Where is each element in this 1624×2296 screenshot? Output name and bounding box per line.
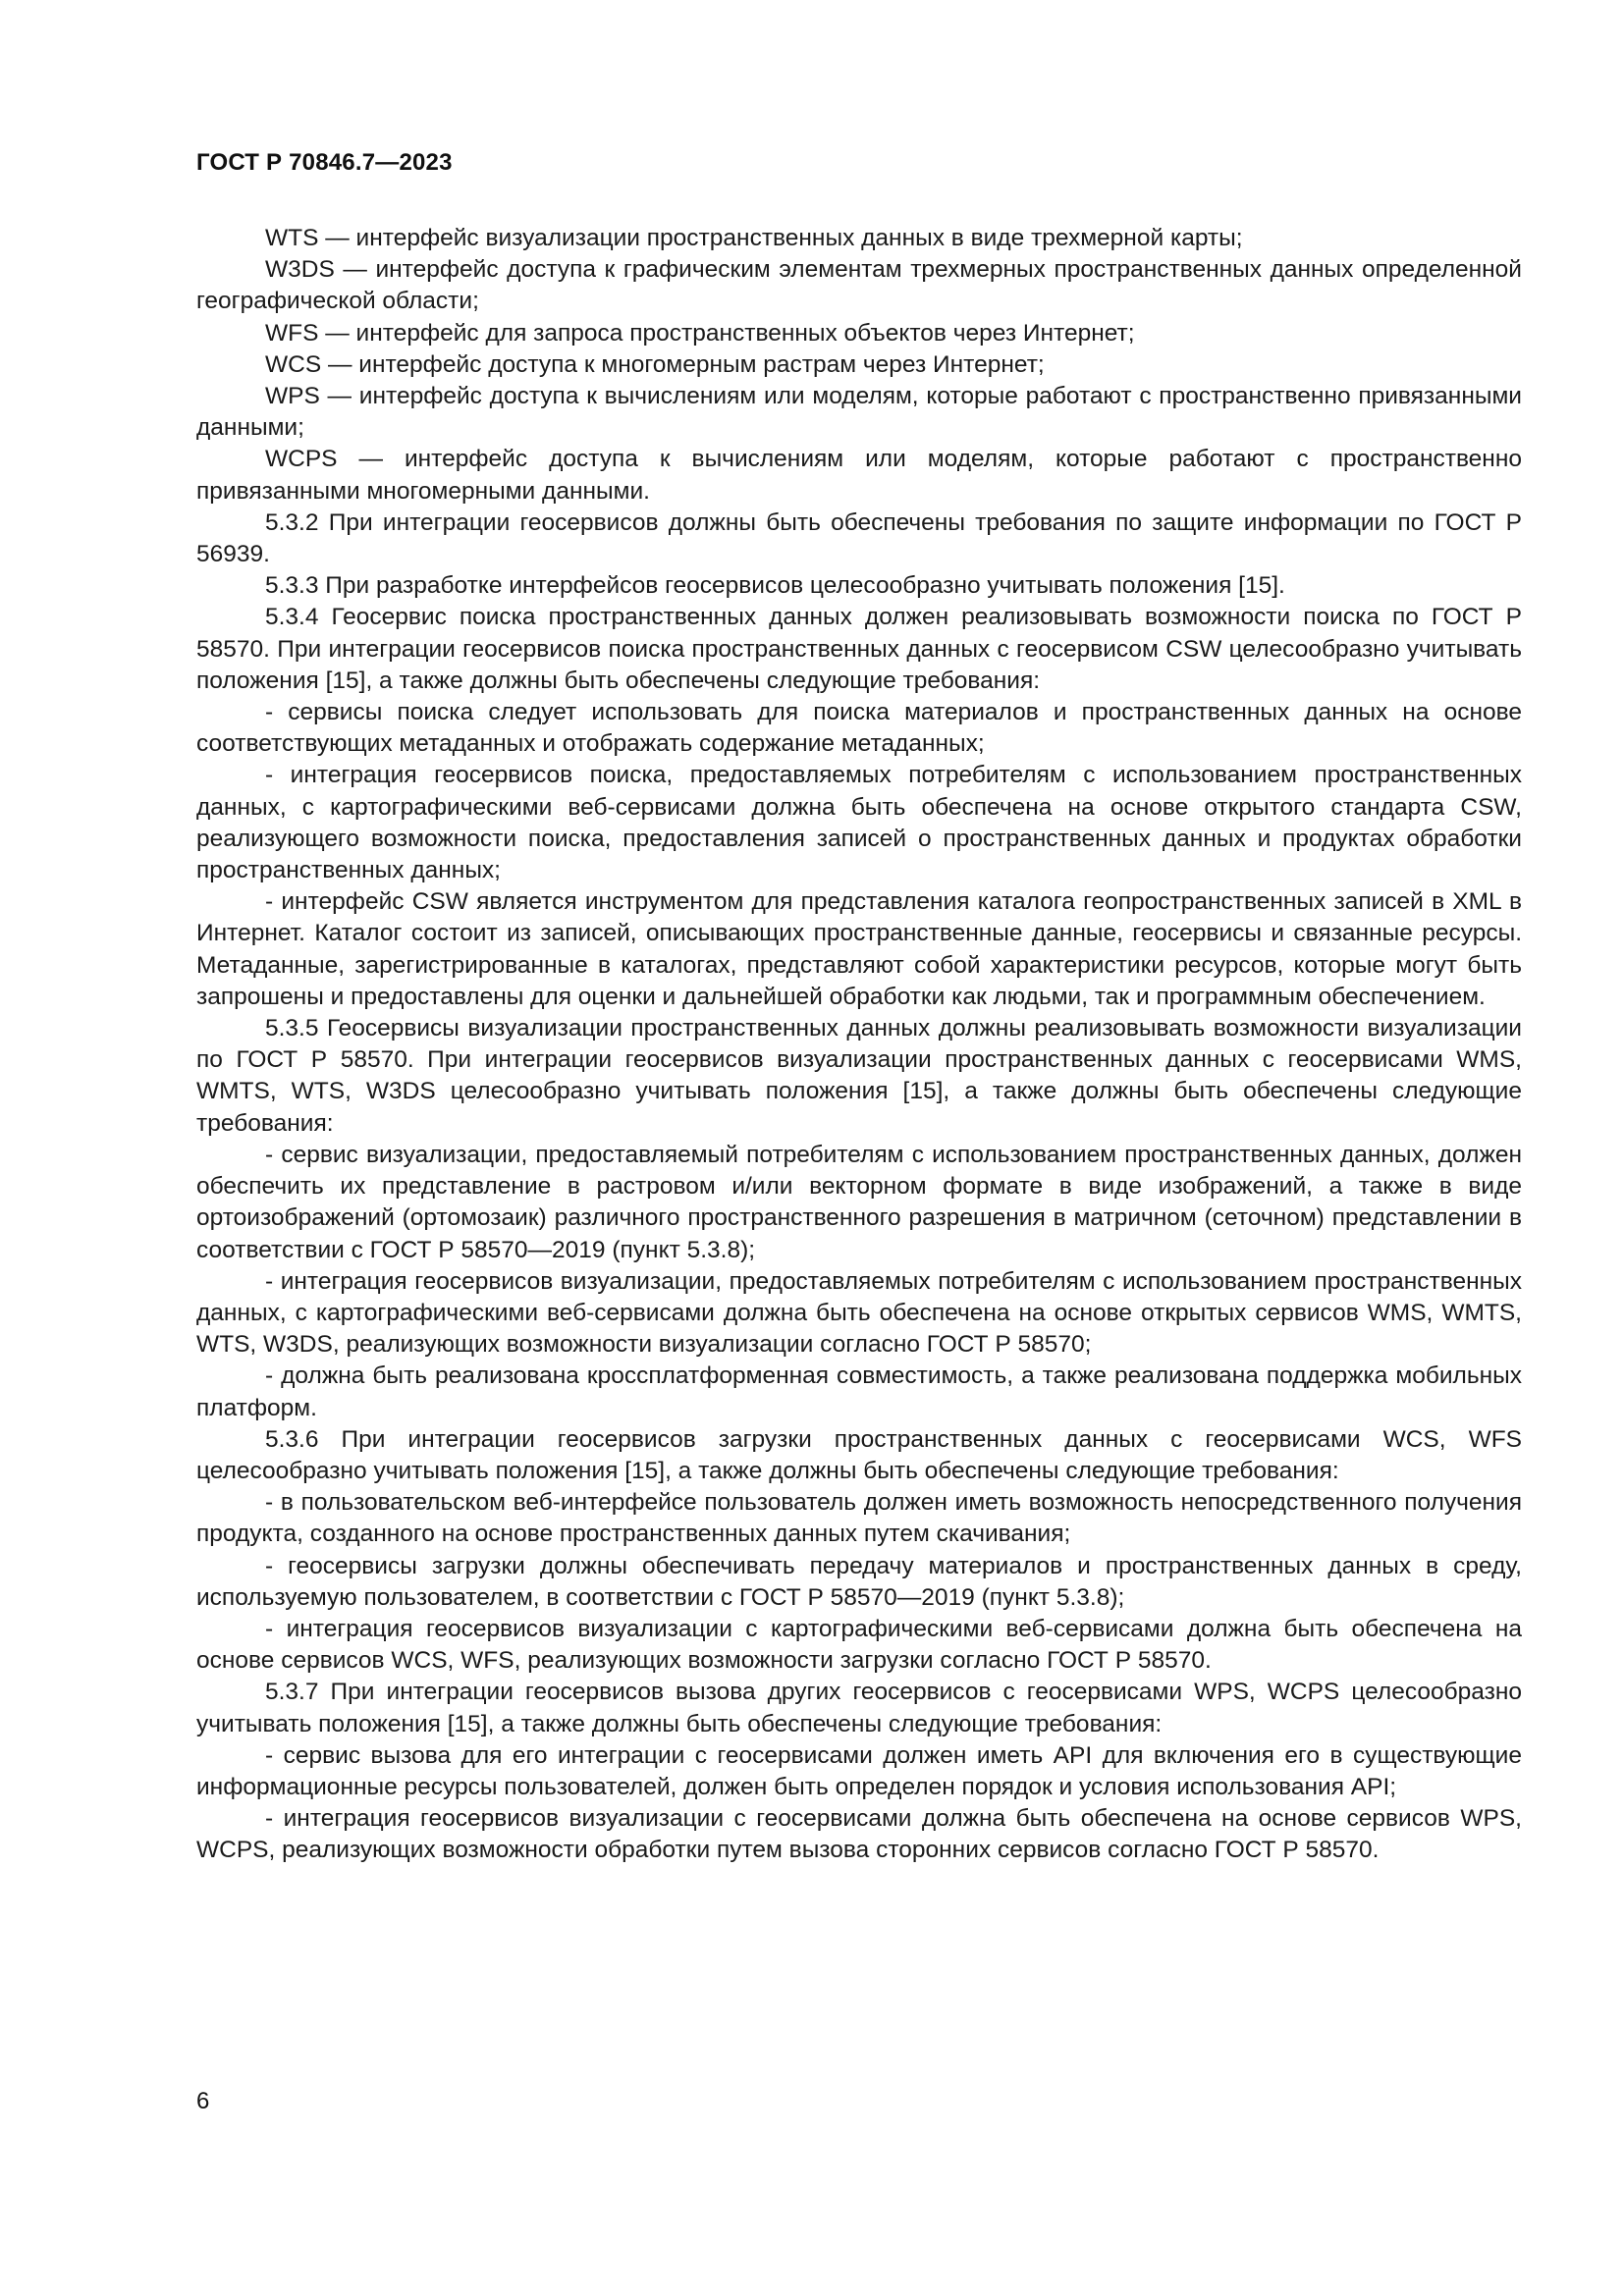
list-item: - должна быть реализована кроссплатформенная совместимость, а также реализована поддержка мобильных платформ.: [196, 1362, 1522, 1421]
list-item: - интеграция геосервисов визуализации, предоставляемых потребителям с использованием пространственных данных, с картографическими веб-сервисами должна быть обеспечена на основе открытых сервисов WMS, WMTS, WTS, W3DS, реализующих возможности визуализации согласно ГОСТ Р 58570;: [196, 1267, 1522, 1359]
list-item: - в пользовательском веб-интерфейсе пользователь должен иметь возможность непосредственного получения продукта, созданного на основе пространственных данных путем скачивания;: [196, 1489, 1522, 1548]
paragraph-5-3-3: 5.3.3 При разработке интерфейсов геосервисов целесообразно учитывать положения [15].: [265, 572, 1285, 600]
list-item: - сервис визуализации, предоставляемый потребителям с использованием пространственных данных, должен обеспечить их представление в растровом и/или векторном формате в виде изображений, а также в виде ортоизображений (ортомозаик) различного пространственного разрешения в матричном (сеточном) представлении в соответствии с ГОСТ Р 58570—2019 (пункт 5.3.8);: [196, 1141, 1522, 1263]
paragraph-wts: WTS — интерфейс визуализации пространственных данных в виде трехмерной карты;: [265, 225, 1243, 251]
paragraph-5-3-6: 5.3.6 При интеграции геосервисов загрузки пространственных данных с геосервисами WCS, WFS целесообразно учитывать положения [15], а также должны быть обеспечены следующие требования:: [196, 1425, 1522, 1484]
list-item: - интеграция геосервисов визуализации с геосервисами должна быть обеспечена на основе сервисов WPS, WCPS, реализующих возможности обработки путем вызова сторонних сервисов согласно ГОСТ Р 58570.: [196, 1805, 1522, 1864]
document-header-id: ГОСТ Р 70846.7—2023: [196, 149, 453, 176]
list-item: - интерфейс CSW является инструментом для представления каталога геопространственных записей в XML в Интернет. Каталог состоит из записей, описывающих пространственные данные, геосервисы и связанные ресурсы. Метаданные, зарегистрированные в каталогах, представляют собой характеристики ресурсов, которые могут быть запрошены и предоставлены для оценки и дальнейшей обработки как людьми, так и программным обеспечением.: [196, 888, 1522, 1010]
list-item: - геосервисы загрузки должны обеспечивать передачу материалов и пространственных данных в среду, используемую пользователем, в соответствии с ГОСТ Р 58570—2019 (пункт 5.3.8);: [196, 1552, 1522, 1611]
paragraph-w3ds: W3DS — интерфейс доступа к графическим элементам трехмерных пространственных данных определенной географической области;: [196, 256, 1522, 315]
paragraph-wps: WPS — интерфейс доступа к вычислениям или моделям, которые работают с пространственно привязанными данными;: [196, 383, 1522, 442]
paragraph-wcs: WCS — интерфейс доступа к многомерным растрам через Интернет;: [265, 350, 1045, 378]
paragraph-5-3-4: 5.3.4 Геосервис поиска пространственных данных должен реализовывать возможности поиска по ГОСТ Р 58570. При интеграции геосервисов поиска пространственных данных с геосервисом CSW целесообразно учитывать положения [15], а также должны быть обеспечены следующие требования:: [196, 604, 1522, 694]
paragraph-5-3-7: 5.3.7 При интеграции геосервисов вызова других геосервисов с геосервисами WPS, WCPS целесообразно учитывать положения [15], а также должны быть обеспечены следующие требования:: [196, 1679, 1522, 1737]
paragraph-5-3-2: 5.3.2 При интеграции геосервисов должны быть обеспечены требования по защите информации по ГОСТ Р 56939.: [196, 508, 1522, 568]
document-body: [196, 223, 1522, 1867]
paragraph-5-3-5: 5.3.5 Геосервисы визуализации пространственных данных должны реализовывать возможности визуализации по ГОСТ Р 58570. При интеграции геосервисов визуализации пространственных данных с геосервисами WMS, WMTS, WTS, W3DS целесообразно учитывать положения [15], а также должны быть обеспечены следующие требования:: [196, 1015, 1522, 1137]
list-item: - интеграция геосервисов визуализации с картографическими веб-сервисами должна быть обеспечена на основе сервисов WCS, WFS, реализующих возможности загрузки согласно ГОСТ Р 58570.: [196, 1615, 1522, 1675]
list-item: - сервис вызова для его интеграции с геосервисами должен иметь API для включения его в существующие информационные ресурсы пользователей, должен быть определен порядок и условия использования API;: [196, 1741, 1522, 1800]
paragraph-wcps: WCPS — интерфейс доступа к вычислениям или моделям, которые работают с пространственно привязанными многомерными данными.: [196, 446, 1522, 505]
page-number: 6: [196, 2088, 210, 2114]
list-item: - сервисы поиска следует использовать для поиска материалов и пространственных данных на основе соответствующих метаданных и отображать содержание метаданных;: [196, 699, 1522, 758]
list-item: - интеграция геосервисов поиска, предоставляемых потребителям с использованием пространственных данных, с картографическими веб-сервисами должна быть обеспечена на основе открытого стандарта CSW, реализующего возможности поиска, предоставления записей о пространственных данных и продуктах обработки пространственных данных;: [196, 762, 1522, 884]
paragraph-wfs: WFS — интерфейс для запроса пространственных объектов через Интернет;: [265, 319, 1135, 347]
